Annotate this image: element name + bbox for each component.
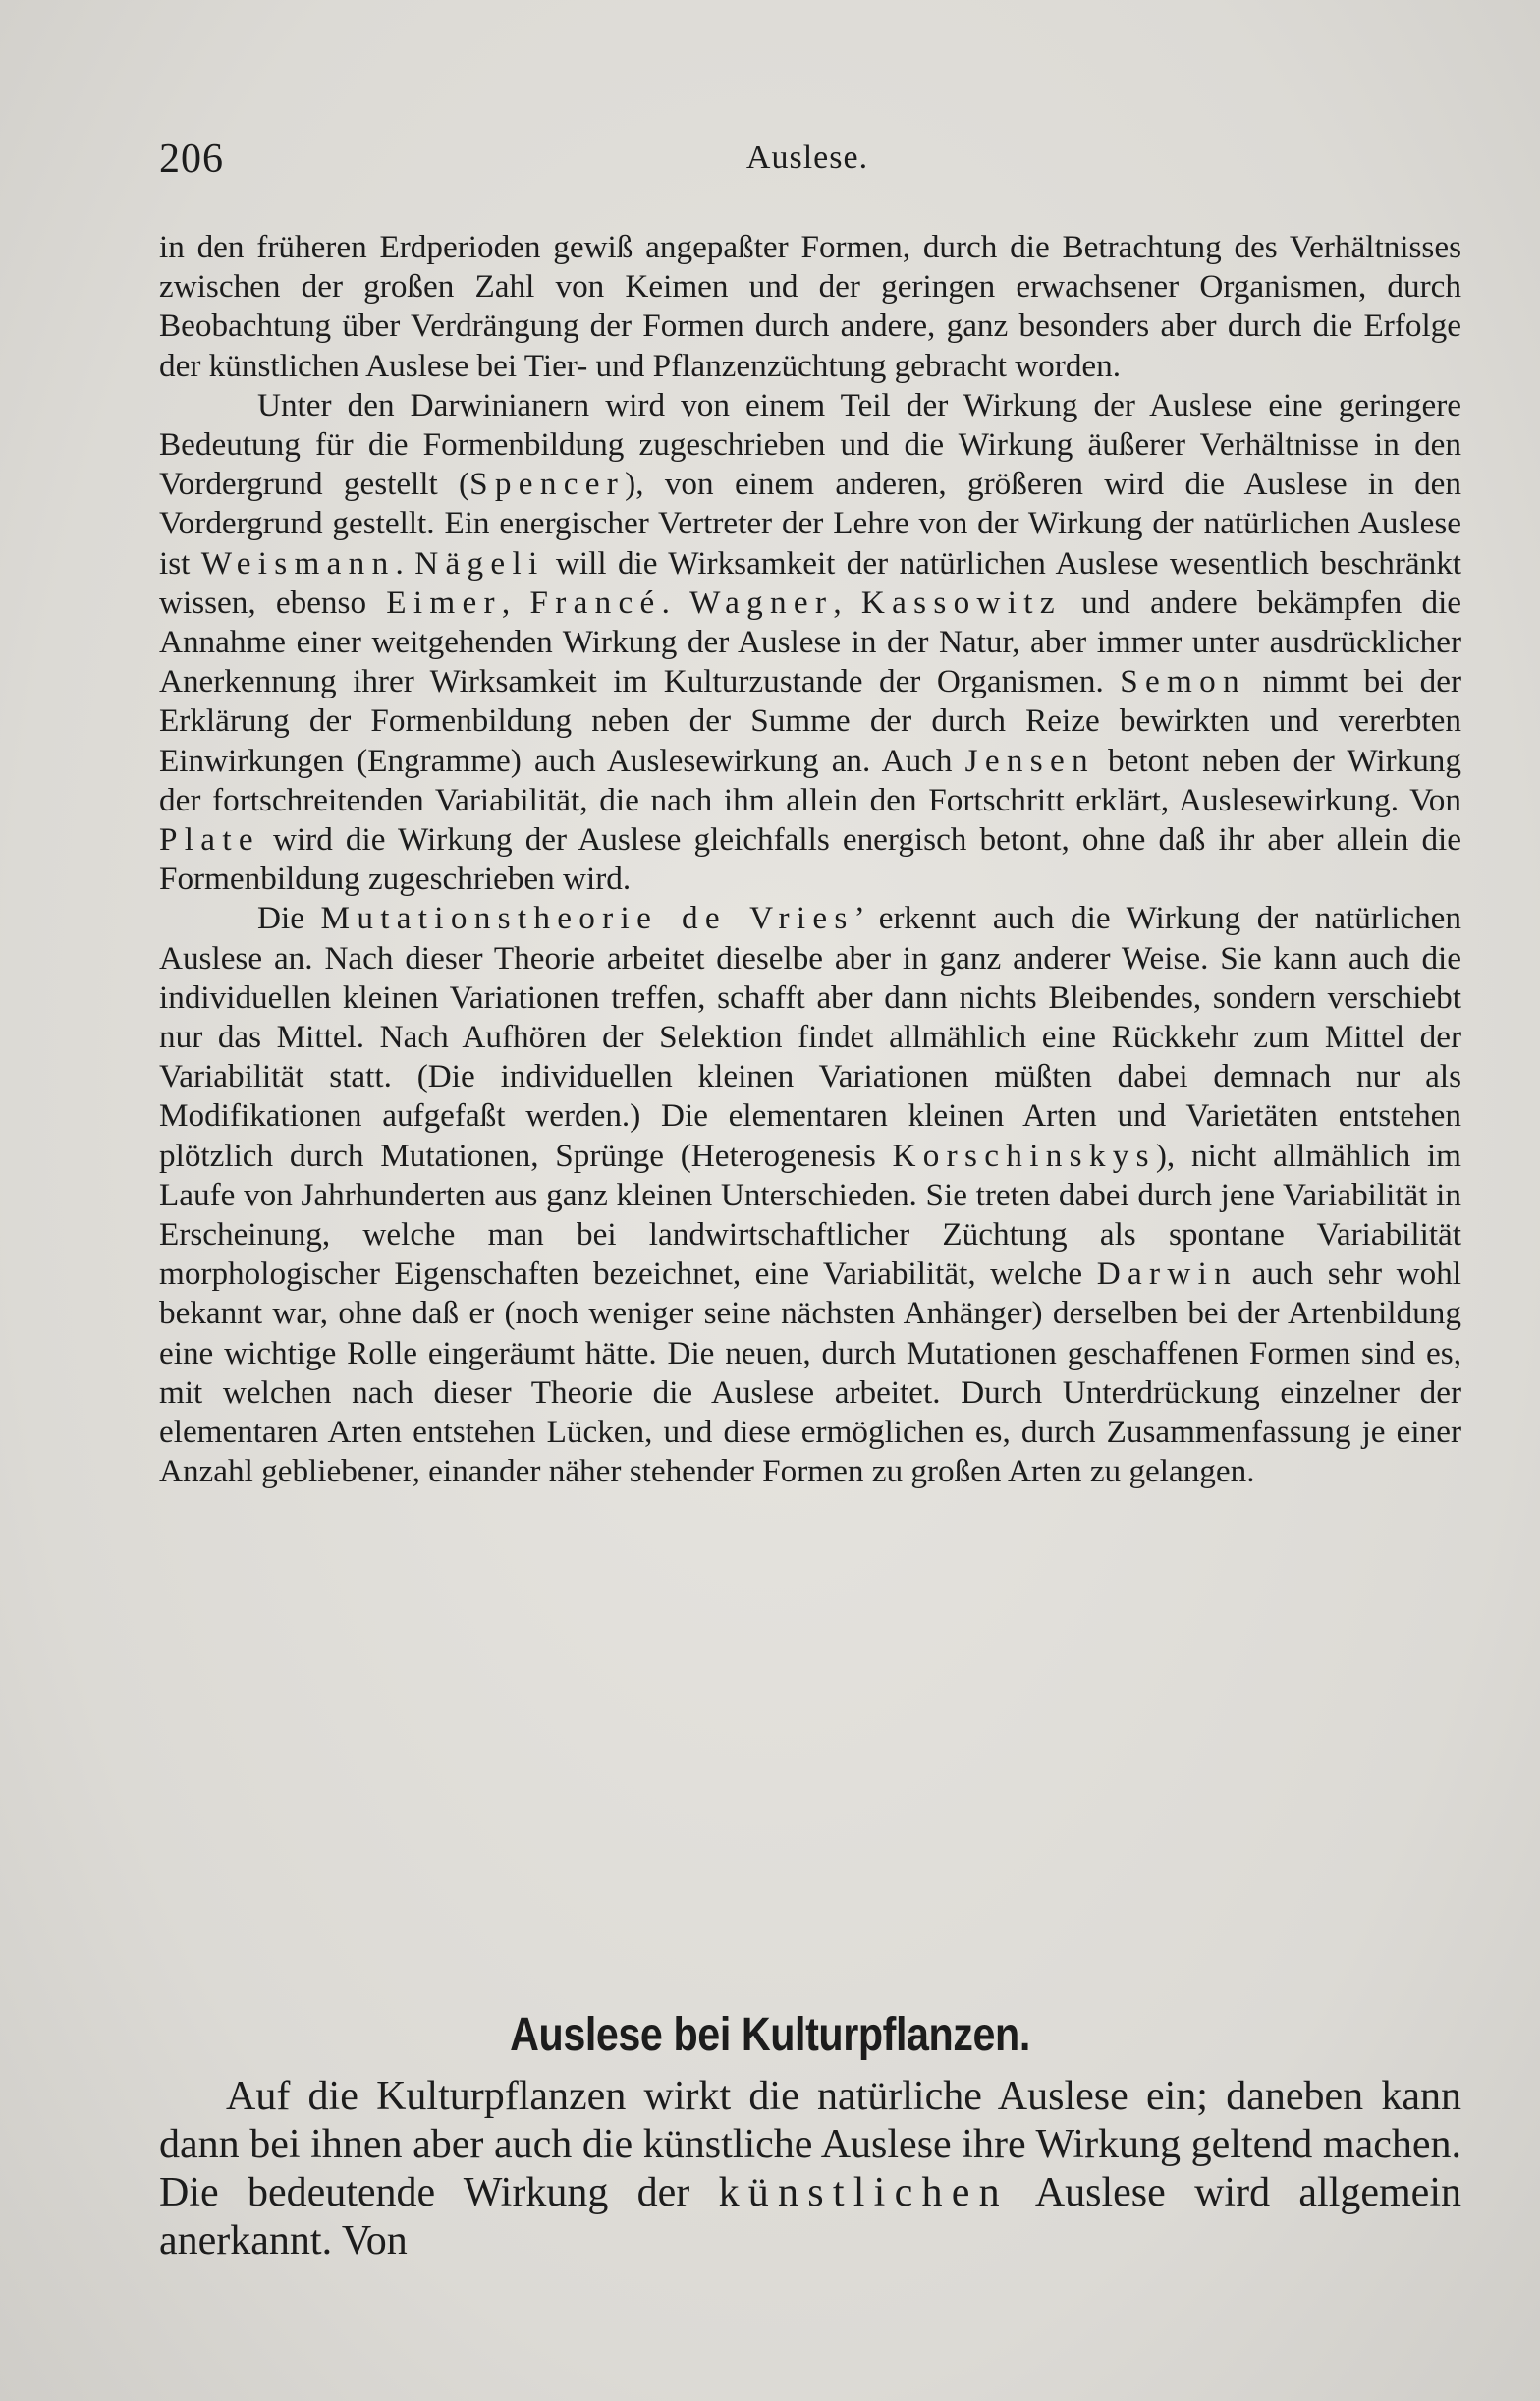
emphasized-term: Mutationstheorie de Vries [320, 900, 854, 937]
section-paragraph-1 [159, 2073, 1461, 2265]
author-name: Spencer [469, 466, 626, 503]
text-run: auch sehr wohl bekannt war, ohne daß er (noch weniger seine nächsten Anhänger) derselben bei der Artenbildung eine wichtige Rolle eingeräumt hätte. Die neuen, durch Mutationen geschaffenen Formen sind es, mit welchen nach dieser Theorie die Auslese arbeitet. Durch Unterdrückung einzelner der elementaren Arten entstehen Lücken, und diese ermöglichen es, durch Zusammenfassung je einer Anzahl gebliebener, einander näher stehender Formen zu großen Arten zu gelangen. [159, 1256, 1461, 1490]
text-run: und andere bekämpfen die Annahme einer weitgehenden Wirkung der Auslese in der Natur, aber immer unter ausdrücklicher Anerkennung ihrer Wirksamkeit im Kulturzustande der Organismen. [159, 584, 1462, 700]
author-name: Nägeli [414, 544, 545, 582]
emphasized-term: künstlichen [718, 2170, 1009, 2215]
text-run: in den früheren Erdperioden gewiß angepaßter Formen, durch die Betrachtung des Verhältnisses zwischen der großen Zahl von Keimen und der geringen erwachsener Organismen, durch Beobachtung über Verdrängung der Formen durch andere, ganz besonders aber durch die Erfolge der künstlichen Auslese bei Tier- und Pflanzenzüchtung gebracht worden. [159, 229, 1461, 384]
text-run: , [501, 584, 530, 621]
text-run: ), nicht allmählich im Laufe von Jahrhunderten aus ganz kleinen Unterschieden. Sie treten dabei durch jene Variabilität in Erscheinung, welche man bei landwirtschaftlicher Züchtung als spontane Variabilität morphologischer Eigenschaften bezeichnet, eine Variabilität, welche [159, 1137, 1461, 1293]
section-heading: Auslese bei Kulturpflanzen. [510, 2009, 1030, 2061]
author-name: Wagner [689, 584, 834, 621]
text-run: wird die Wirkung der Auslese gleichfalls energisch betont, ohne daß ihr aber allein die Formenbildung zugeschrieben wird. [159, 821, 1461, 898]
text-run: ), von einem anderen, größeren wird die Auslese in den Vordergrund gestellt. Ein energischer Vertreter der Lehre von der Wirkung der natürlichen Auslese ist [159, 466, 1461, 582]
text-run: Unter den Darwinianern wird von einem Teil der Wirkung der Auslese eine geringere Bedeutung für die Formenbildung zugeschrieben und die Wirkung äußerer Verhältnisse in den Vordergrund gestellt ( [159, 386, 1461, 503]
text-run: nimmt bei der Erklärung der Formenbildung neben der Summe der durch Reize bewirkten und vererbten Einwirkungen (Engramme) auch Auslesewirkung an. Auch [159, 663, 1461, 779]
author-name: Weismann [200, 544, 396, 582]
text-run: betont neben der Wirkung der fortschreitenden Variabilität, die nach ihm allein den Fortschritt erklärt, Auslesewirkung. Von [159, 742, 1461, 818]
page-header [159, 136, 1456, 195]
paragraph-3 [159, 899, 1461, 1491]
text-run: Auf die Kulturpflanzen wirkt die natürliche Auslese ein; daneben kann dann bei ihnen aber auch die künstliche Auslese ihre Wirkung geltend machen. Die bedeutende Wirkung der [159, 2074, 1461, 2215]
paragraph-2 [159, 386, 1461, 900]
author-name: Plate [159, 821, 260, 859]
text-run: Auslese wird allgemein anerkannt. Von [159, 2170, 1461, 2263]
paragraph-1 [159, 228, 1461, 386]
text-run: Die [257, 900, 321, 937]
author-name: Eimer [386, 584, 502, 621]
text-run: ’ erkennt auch die Wirkung der natürlichen Auslese an. Nach dieser Theorie arbeitet dieselbe aber in ganz anderer Weise. Sie kann auch die individuellen kleinen Variationen treffen, schafft aber dann nichts Bleibendes, sondern verschiebt nur das Mittel. Nach Aufhören der Selektion findet allmählich eine Rückkehr zum Mittel der Variabilität statt. (Die individuellen kleinen Variationen müßten dabei demnach nur als Modifikationen aufgefaßt werden.) Die elementaren kleinen Arten und Varietäten entstehen plötzlich durch Mutationen, Sprünge (Heterogenesis [159, 900, 1462, 1174]
body-text [159, 228, 1461, 1492]
text-run: will die Wirksamkeit der natürlichen Auslese wesentlich beschränkt wissen, ebenso [159, 544, 1462, 621]
author-name: Semon [1120, 663, 1246, 700]
text-run: , [833, 584, 861, 621]
author-name: Darwin [1096, 1256, 1238, 1293]
author-name: Kassowitz [860, 584, 1062, 621]
author-name: Francé [529, 584, 662, 621]
author-name: Jensen [964, 742, 1095, 779]
running-title: Auslese. [745, 140, 869, 176]
page-number: 206 [159, 137, 224, 182]
text-run: . [395, 544, 415, 582]
text-run: . [661, 584, 690, 621]
author-name: Korschinskys [892, 1137, 1156, 1174]
section-body [159, 2073, 1461, 2265]
